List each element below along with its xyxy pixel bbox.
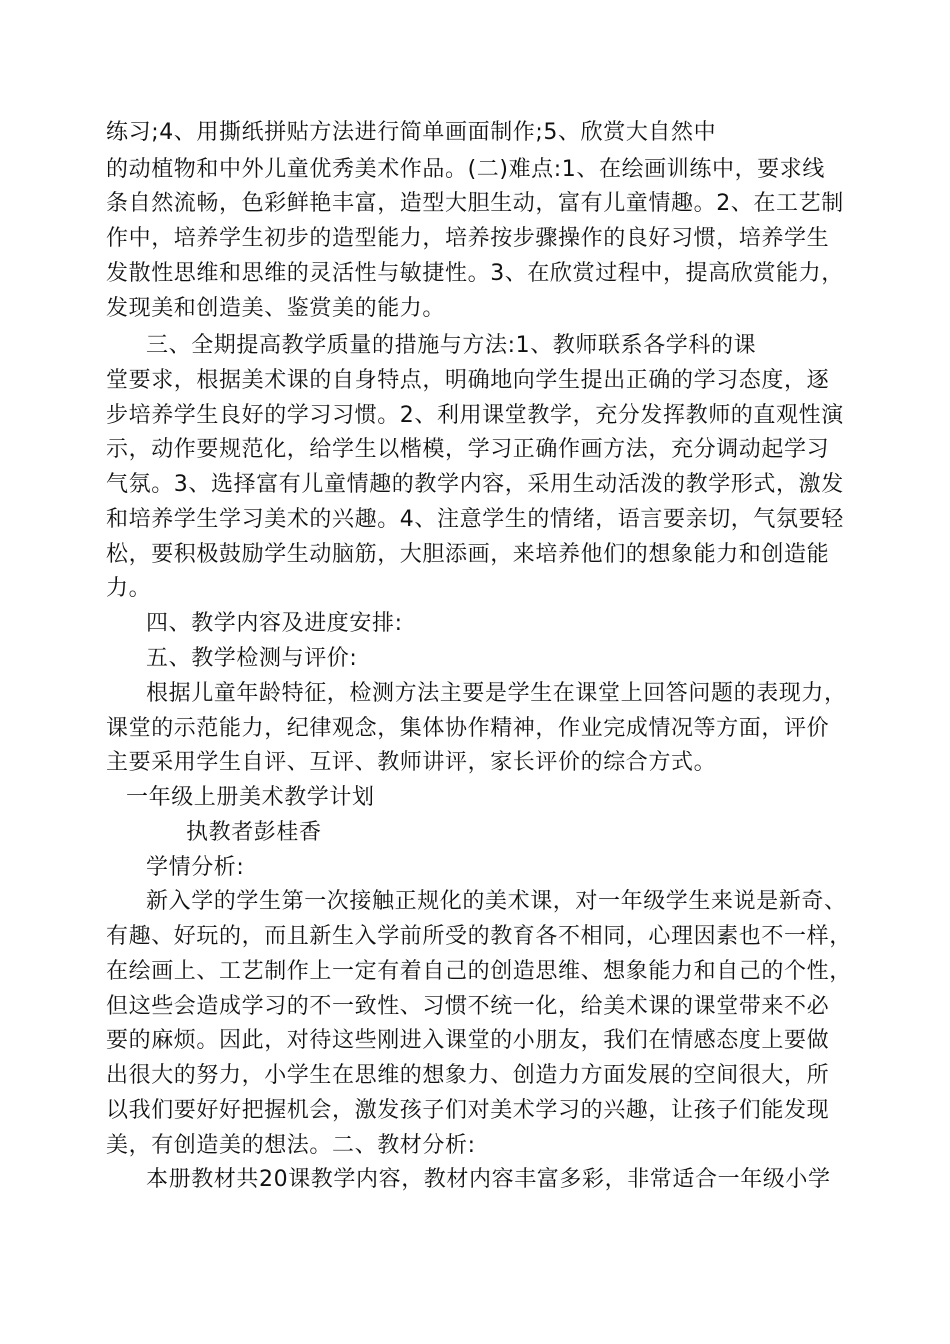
text-line: 力。 bbox=[106, 576, 152, 601]
text-line: 课堂的示范能力，纪律观念，集体协作精神，作业完成情况等方面，评价 bbox=[106, 716, 830, 741]
author-line: 执教者彭桂香 bbox=[186, 820, 322, 845]
text-line: 主要采用学生自评、互评、教师讲评，家长评价的综合方式。 bbox=[106, 750, 717, 775]
text-line: 要的麻烦。因此，对待这些刚进入课堂的小朋友，我们在情感态度上要做 bbox=[106, 1028, 830, 1053]
section-heading: 学情分析: bbox=[146, 855, 245, 880]
plan-title: 一年级上册美术教学计划 bbox=[126, 785, 375, 810]
text-line: 和培养学生学习美术的兴趣。4、注意学生的情绪，语言要亲切，气氛要轻 bbox=[106, 507, 844, 532]
section-heading: 四、教学内容及进度安排: bbox=[146, 611, 403, 636]
section-heading: 三、全期提高教学质量的措施与方法:1、教师联系各学科的课 bbox=[146, 333, 757, 358]
text-line: 新入学的学生第一次接触正规化的美术课，对一年级学生来说是新奇、 bbox=[146, 889, 847, 914]
text-line: 本册教材共20课教学内容，教材内容丰富多彩，非常适合一年级小学 bbox=[146, 1167, 831, 1192]
text-line: 根据儿童年龄特征，检测方法主要是学生在课堂上回答问题的表现力， bbox=[146, 681, 847, 706]
text-line: 练习;4、用撕纸拼贴方法进行简单画面制作;5、欣赏大自然中 bbox=[106, 120, 717, 145]
text-line: 作中，培养学生初步的造型能力，培养按步骤操作的良好习惯，培养学生 bbox=[106, 226, 830, 251]
text-line: 的动植物和中外儿童优秀美术作品。(二)难点:1、在绘画训练中，要求线 bbox=[106, 157, 825, 182]
text-line: 发散性思维和思维的灵活性与敏捷性。3、在欣赏过程中，提高欣赏能力， bbox=[106, 261, 844, 286]
text-line: 步培养学生良好的学习习惯。2、利用课堂教学，充分发挥教师的直观性演 bbox=[106, 403, 844, 428]
section-heading: 五、教学检测与评价: bbox=[146, 646, 358, 671]
text-line: 美，有创造美的想法。二、教材分析: bbox=[106, 1133, 476, 1158]
text-line: 条自然流畅，色彩鲜艳丰富，造型大胆生动，富有儿童情趣。2、在工艺制 bbox=[106, 191, 844, 216]
text-line: 以我们要好好把握机会，激发孩子们对美术学习的兴趣，让孩子们能发现 bbox=[106, 1098, 830, 1123]
text-line: 松，要积极鼓励学生动脑筋，大胆添画，来培养他们的想象能力和创造能 bbox=[106, 542, 830, 567]
text-line: 发现美和创造美、鉴赏美的能力。 bbox=[106, 296, 446, 321]
text-line: 有趣、好玩的，而且新生入学前所受的教育各不相同，心理因素也不一样， bbox=[106, 924, 852, 949]
text-line: 气氛。3、选择富有儿童情趣的教学内容，采用生动活泼的教学形式，激发 bbox=[106, 472, 844, 497]
text-line: 示，动作要规范化，给学生以楷模，学习正确作画方法，充分调动起学习 bbox=[106, 437, 830, 462]
text-line: 在绘画上、工艺制作上一定有着自己的创造思维、想象能力和自己的个性， bbox=[106, 959, 852, 984]
text-line: 出很大的努力，小学生在思维的想象力、创造力方面发展的空间很大，所 bbox=[106, 1063, 830, 1088]
text-line: 但这些会造成学习的不一致性、习惯不统一化，给美术课的课堂带来不必 bbox=[106, 994, 830, 1019]
text-line: 堂要求，根据美术课的自身特点，明确地向学生提出正确的学习态度，逐 bbox=[106, 368, 830, 393]
